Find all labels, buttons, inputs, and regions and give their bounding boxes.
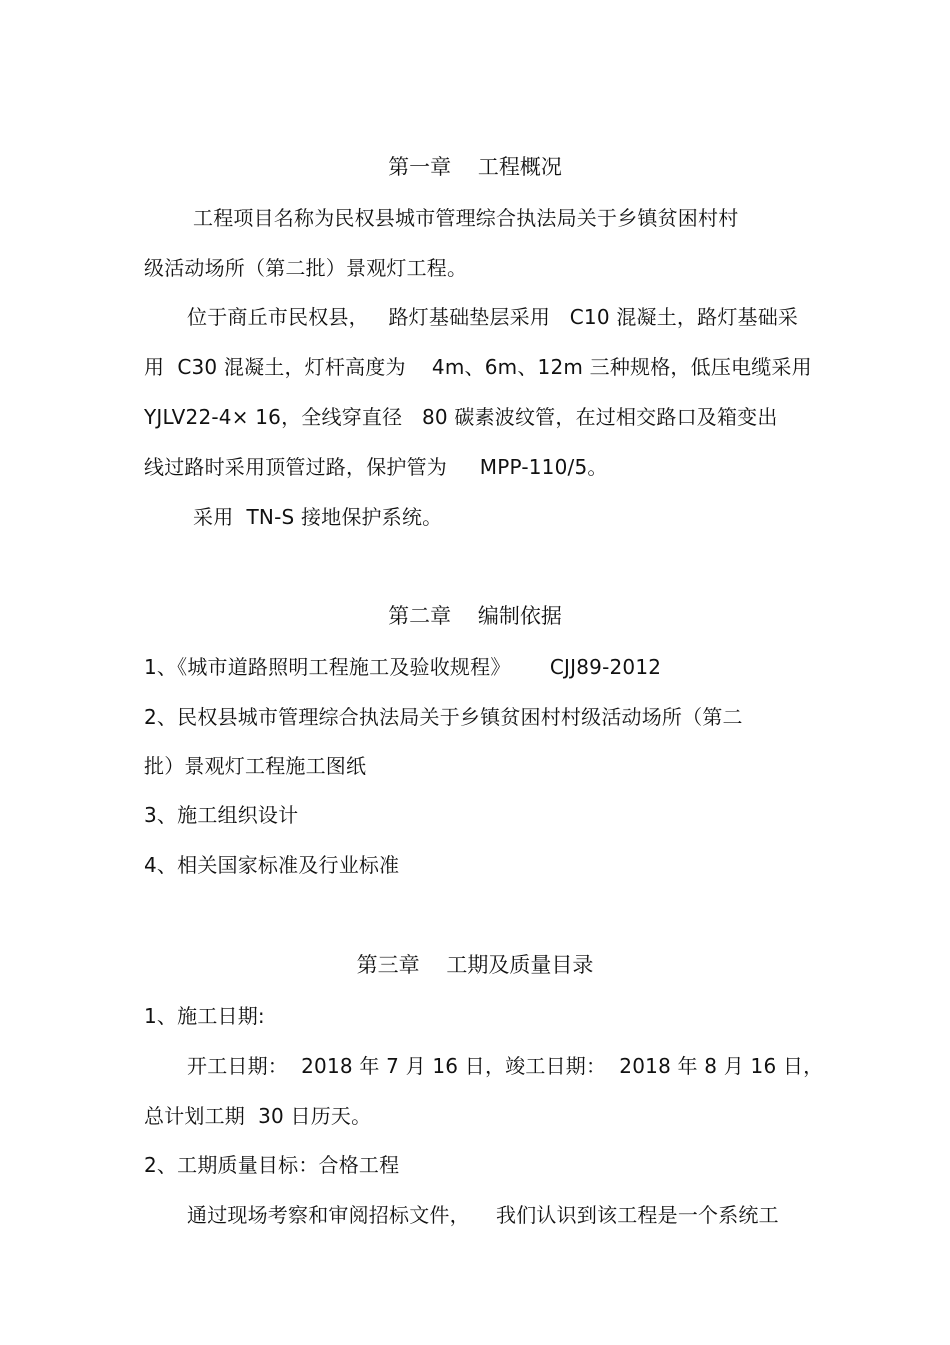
chapter-1-paragraph-line: 位于商丘市民权县， 路灯基础垫层采用 C10 混凝土，路灯基础采 [187,305,799,329]
chapter-1-paragraph-line: YJLV22-4× 16，全线穿直径 80 碳素波纹管，在过相交路口及箱变出 [144,405,778,429]
chapter-1-paragraph-line: 采用 TN-S 接地保护系统。 [193,505,443,529]
chapter-1-paragraph-line: 级活动场所（第二批）景观灯工程。 [144,256,468,280]
chapter-1-paragraph-line: 用 C30 混凝土，灯杆高度为 4m、6m、12m 三种规格，低压电缆采用 [144,355,812,379]
chapter-1-paragraph-line: 线过路时采用顶管过路，保护管为 MPP-110/5。 [144,455,608,479]
chapter-2-title: 第二章 编制依据 [388,604,562,628]
reference-item: 4、相关国家标准及行业标准 [144,853,400,877]
chapter-3-title: 第三章 工期及质量目录 [356,953,594,977]
chapter-3-line: 总计划工期 30 日历天。 [144,1104,372,1128]
chapter-3-line: 通过现场考察和审阅招标文件， 我们认识到该工程是一个系统工 [187,1203,779,1227]
reference-item: 1、《城市道路照明工程施工及验收规程》 CJJ89-2012 [144,655,662,679]
reference-item-continuation: 批）景观灯工程施工图纸 [144,754,367,778]
reference-item: 2、民权县城市管理综合执法局关于乡镇贫困村村级活动场所（第二 [144,705,743,729]
chapter-3-line: 1、施工日期: [144,1004,265,1028]
chapter-3-line: 开工日期： 2018 年 7 月 16 日，竣工日期： 2018 年 8 月 16 日， [187,1054,824,1078]
reference-item: 3、施工组织设计 [144,803,299,827]
chapter-1-paragraph-line: 工程项目名称为民权县城市管理综合执法局关于乡镇贫困村村 [193,206,739,230]
chapter-3-line: 2、工期质量目标：合格工程 [144,1153,400,1177]
chapter-1-title: 第一章 工程概况 [388,155,562,179]
